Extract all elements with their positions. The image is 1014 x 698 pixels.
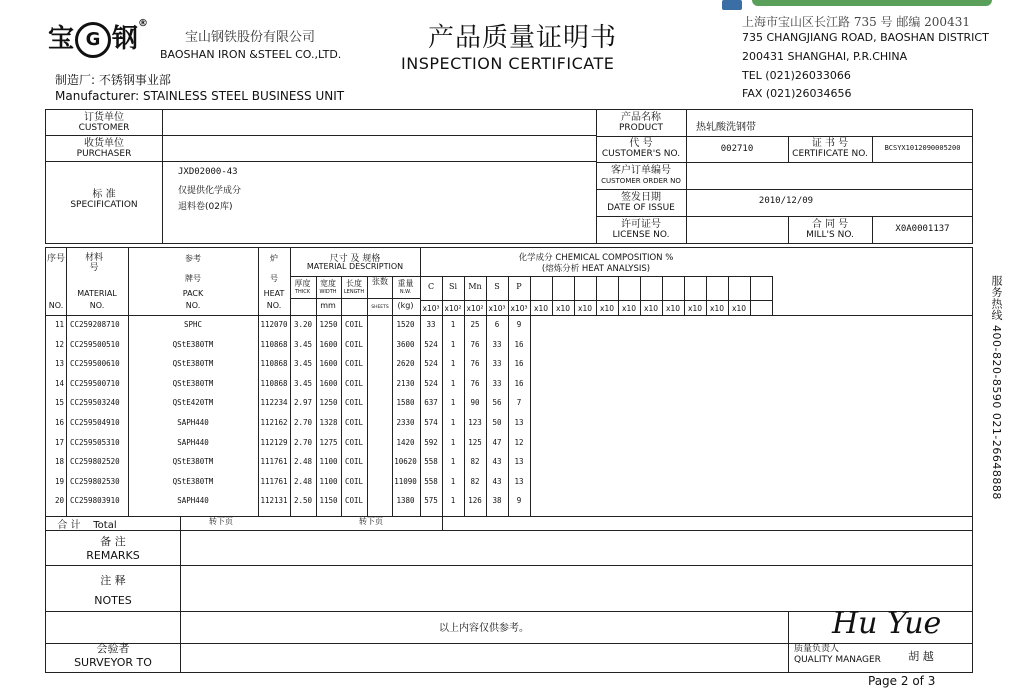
element-header: Si: [448, 282, 458, 291]
table-cell-c: 558: [424, 476, 438, 486]
table-cell-mat: CC259504910: [70, 418, 120, 427]
heat-header-cn-2: 号: [270, 274, 278, 283]
table-cell-s: 50: [492, 418, 502, 427]
heat-header-en-2: NO.: [266, 301, 282, 310]
table-cell-thick: 3.45: [293, 359, 313, 369]
customer-label: 订货单位 CUSTOMER: [78, 112, 130, 133]
table-cell-p: 12: [514, 437, 524, 447]
table-cell-thick: 2.48: [293, 457, 313, 467]
table-cell-mat: CC259802530: [70, 476, 120, 486]
multiplier-cell: x10: [578, 304, 592, 313]
address-en-1: 735 CHANGJIANG ROAD, BAOSHAN DISTRICT: [742, 31, 989, 44]
pack-header-cn-2: 牌号: [185, 274, 201, 283]
specification-label: 标 准 SPECIFICATION: [70, 189, 138, 210]
table-cell-no: 13: [54, 359, 64, 369]
telephone: TEL (021)26033066: [742, 69, 851, 82]
date-label: 签发日期 DATE OF ISSUE: [607, 192, 675, 213]
mill-no-label: 合 同 号 MILL'S NO.: [806, 219, 854, 240]
table-cell-pack: SAPH440: [177, 496, 209, 506]
company-name-cn: 宝山钢铁股份有限公司: [185, 30, 316, 45]
table-cell-no: 19: [54, 476, 64, 486]
table-cell-p: 16: [514, 378, 524, 388]
total-divider: [180, 516, 181, 530]
table-cell-weight: 1420: [396, 437, 415, 447]
footer-divider: [788, 611, 789, 672]
multiplier-cell: x10³: [488, 304, 506, 313]
table-cell-c: 574: [424, 418, 438, 427]
footer-divider: [180, 530, 181, 672]
total-divider: [442, 516, 443, 530]
table-cell-mn: 90: [470, 398, 480, 408]
row-divider: [46, 315, 972, 316]
table-cell-length: COIL: [344, 320, 364, 329]
table-cell-mn: 76: [470, 359, 480, 369]
table-cell-c: 524: [424, 339, 438, 349]
table-cell-no: 12: [54, 339, 64, 349]
table-cell-si: 1: [450, 378, 456, 388]
table-cell-pack: SAPH440: [177, 437, 209, 447]
desc-header-cn: 尺寸 及 规格: [329, 254, 381, 264]
table-cell-mn: 125: [468, 437, 482, 447]
material-header-cn: 材料号: [84, 253, 103, 273]
table-cell-mat: CC259500510: [70, 339, 120, 349]
table-cell-length: COIL: [344, 359, 364, 369]
page-indicator: Page 2 of 3: [868, 674, 936, 688]
customer-no-value: 002710: [720, 144, 754, 154]
baosteel-logo: 宝 G 钢®: [48, 18, 148, 58]
table-cell-c: 33: [426, 320, 436, 329]
table-cell-width: 1275: [319, 437, 338, 447]
table-cell-p: 13: [514, 418, 524, 427]
table-cell-length: COIL: [344, 476, 364, 486]
info-box: [45, 109, 973, 244]
pack-header-en-2: NO.: [185, 301, 201, 310]
table-cell-s: 56: [492, 398, 502, 408]
table-cell-width: 1328: [319, 418, 338, 427]
spec-note-1: 仅提供化学成分: [178, 186, 242, 196]
element-header: S: [494, 282, 500, 291]
multiplier-cell: x10: [600, 304, 614, 313]
product-label: 产品名称 PRODUCT: [618, 112, 664, 133]
desc-column-divider: [367, 276, 368, 516]
table-cell-thick: 3.45: [293, 339, 313, 349]
carry-forward-2: 转下页: [359, 517, 383, 526]
table-cell-thick: 2.70: [293, 437, 313, 447]
mm-unit: mm: [320, 301, 336, 310]
table-cell-pack: QStE380TM: [172, 476, 214, 486]
table-cell-p: 9: [516, 320, 522, 329]
chem-column-divider: [772, 276, 773, 316]
desc-header-en: MATERIAL DESCRIPTION: [306, 262, 404, 271]
chem-header-cn: 化学成分 CHEMICAL COMPOSITION %: [518, 253, 674, 263]
table-cell-weight: 10620: [394, 457, 417, 467]
table-cell-length: COIL: [344, 457, 364, 467]
table-cell-si: 1: [450, 496, 456, 506]
table-cell-weight: 2130: [396, 378, 415, 388]
row-divider: [420, 276, 772, 277]
spec-note-2: 退料卷(02库): [178, 202, 233, 212]
table-cell-heat: 111761: [260, 457, 288, 467]
signature: Hu Yue: [832, 606, 942, 641]
table-cell-si: 1: [450, 418, 456, 427]
carry-forward-1: 转下页: [209, 517, 233, 526]
fax: FAX (021)26034656: [742, 87, 852, 100]
table-cell-weight: 2330: [396, 418, 415, 427]
table-cell-weight: 2620: [396, 359, 415, 369]
table-cell-thick: 3.20: [293, 320, 313, 329]
pack-header-cn: 参考: [185, 254, 201, 263]
table-cell-s: 38: [492, 496, 502, 506]
table-cell-c: 524: [424, 378, 438, 388]
table-cell-no: 17: [54, 437, 64, 447]
purchaser-label: 收货单位 PURCHASER: [76, 138, 132, 159]
table-cell-no: 18: [54, 457, 64, 467]
table-cell-pack: QStE380TM: [172, 378, 214, 388]
customer-no-label: 代 号 CUSTOMER'S NO.: [601, 138, 681, 159]
table-cell-mn: 25: [470, 320, 480, 329]
multiplier-cell: x10: [732, 304, 746, 313]
quality-manager-name: 胡 越: [908, 650, 934, 663]
table-cell-heat: 110868: [260, 339, 288, 349]
row-divider: [290, 276, 420, 277]
multiplier-cell: x10: [688, 304, 702, 313]
table-cell-s: 33: [492, 378, 502, 388]
length-header: 长度 LENGTH: [343, 279, 365, 295]
table-cell-p: 16: [514, 339, 524, 349]
title-en: INSPECTION CERTIFICATE: [401, 54, 615, 73]
row-divider: [46, 530, 972, 531]
table-cell-pack: QStE380TM: [172, 457, 214, 467]
table-cell-length: COIL: [344, 437, 364, 447]
total-label: 合 计 Total: [57, 520, 117, 531]
width-header: 宽度 WIDTH: [319, 279, 337, 295]
table-cell-heat: 110868: [260, 359, 288, 369]
table-cell-heat: 111761: [260, 476, 288, 486]
table-cell-weight: 1520: [396, 320, 415, 329]
multiplier-cell: x10³: [510, 304, 528, 313]
multiplier-cell: x10²: [444, 304, 462, 313]
table-cell-length: COIL: [344, 378, 364, 388]
no-header-en: NO.: [48, 301, 64, 310]
multiplier-cell: x10: [644, 304, 658, 313]
company-name-en: BAOSHAN IRON &STEEL CO.,LTD.: [160, 48, 342, 61]
certificate-no-value: BCSYX1012090005200: [884, 144, 961, 152]
table-cell-thick: 2.97: [293, 398, 313, 408]
multiplier-cell: x10: [710, 304, 724, 313]
table-cell-width: 1250: [319, 398, 338, 408]
weight-unit: (kg): [397, 301, 414, 310]
date-value: 2010/12/09: [758, 196, 814, 206]
license-label: 许可证号 LICENSE NO.: [612, 219, 670, 240]
table-cell-p: 13: [514, 476, 524, 486]
element-header: C: [427, 282, 435, 291]
table-cell-weight: 1380: [396, 496, 415, 506]
table-cell-s: 47: [492, 437, 502, 447]
multiplier-cell: x10²: [466, 304, 484, 313]
table-cell-thick: 2.70: [293, 418, 313, 427]
table-cell-width: 1250: [319, 320, 338, 329]
table-cell-pack: SAPH440: [177, 418, 209, 427]
table-cell-mn: 82: [470, 476, 480, 486]
table-cell-weight: 3600: [396, 339, 415, 349]
table-cell-mn: 82: [470, 457, 480, 467]
table-cell-s: 43: [492, 476, 502, 486]
table-cell-p: 7: [516, 398, 522, 408]
service-hotline: 服务热线 400-820-8590 021-26648888: [990, 275, 1003, 500]
table-cell-pack: QStE380TM: [172, 359, 214, 369]
chem-column-divider: [750, 276, 751, 316]
table-cell-pack: SPHC: [183, 320, 203, 329]
table-cell-mat: CC259500610: [70, 359, 120, 369]
multiplier-cell: x10: [622, 304, 636, 313]
row-divider: [420, 300, 772, 301]
table-cell-s: 33: [492, 339, 502, 349]
table-cell-mn: 126: [468, 496, 482, 506]
table-cell-mat: CC259500710: [70, 378, 120, 388]
table-cell-width: 1600: [319, 359, 338, 369]
table-cell-si: 1: [450, 476, 456, 486]
table-cell-length: COIL: [344, 496, 364, 506]
table-cell-mat: CC259208710: [70, 320, 120, 329]
table-cell-c: 592: [424, 437, 438, 447]
table-cell-p: 13: [514, 457, 524, 467]
table-cell-si: 1: [450, 398, 456, 408]
manufacturer-cn: 制造厂: 不锈钢事业部: [55, 73, 171, 87]
heat-header-cn: 炉: [270, 254, 278, 263]
table-cell-width: 1100: [319, 476, 338, 486]
title-cn: 产品质量证明书: [428, 23, 618, 53]
table-cell-c: 575: [424, 496, 438, 506]
table-cell-s: 33: [492, 359, 502, 369]
table-cell-mat: CC259505310: [70, 437, 120, 447]
table-cell-c: 524: [424, 359, 438, 369]
order-no-label: 客户订单编号 CUSTOMER ORDER NO: [601, 165, 681, 185]
notes-label: 注 释 NOTES: [94, 574, 132, 607]
window-bar: [752, 0, 992, 6]
table-cell-si: 1: [450, 437, 456, 447]
table-cell-si: 1: [450, 339, 456, 349]
table-cell-no: 11: [54, 320, 64, 329]
table-cell-p: 9: [516, 496, 522, 506]
table-cell-mn: 123: [468, 418, 482, 427]
chem-header-sub: (熔炼分析 HEAT ANALYSIS): [541, 264, 651, 274]
reference-note: 以上内容仅供参考。: [439, 623, 529, 634]
material-header-en-2: NO.: [89, 301, 105, 310]
no-header: 序号: [46, 254, 65, 264]
multiplier-cell: x10: [534, 304, 548, 313]
table-cell-heat: 112131: [260, 496, 288, 506]
table-cell-length: COIL: [344, 398, 364, 408]
table-cell-heat: 112162: [260, 418, 288, 427]
spec-standard: JXD02000-43: [178, 167, 238, 177]
element-header: Mn: [468, 282, 482, 291]
table-cell-c: 558: [424, 457, 438, 467]
row-divider: [46, 516, 972, 517]
table-cell-mn: 76: [470, 378, 480, 388]
table-cell-heat: 112234: [260, 398, 288, 408]
table-cell-width: 1100: [319, 457, 338, 467]
table-cell-si: 1: [450, 457, 456, 467]
surveyor-label: 会验者 SURVEYOR TO: [74, 642, 152, 669]
element-header: P: [516, 282, 522, 291]
sheets-header-cn: 张数: [372, 277, 388, 286]
table-cell-no: 14: [54, 378, 64, 388]
table-cell-s: 6: [494, 320, 500, 329]
table-cell-c: 637: [424, 398, 438, 408]
thick-header: 厚度 THICK: [294, 279, 311, 295]
table-cell-mn: 76: [470, 339, 480, 349]
table-cell-heat: 110868: [260, 378, 288, 388]
table-cell-thick: 3.45: [293, 378, 313, 388]
manufacturer-en: Manufacturer: STAINLESS STEEL BUSINESS UNIT: [55, 89, 345, 103]
row-divider: [46, 565, 972, 566]
row-divider: [290, 298, 420, 299]
heat-header-en: HEAT: [263, 289, 285, 298]
table-cell-s: 43: [492, 457, 502, 467]
quality-manager-label: 质量负责人 QUALITY MANAGER: [794, 644, 881, 665]
table-cell-width: 1600: [319, 378, 338, 388]
multiplier-cell: x10: [666, 304, 680, 313]
multiplier-cell: x10³: [422, 304, 440, 313]
toolbar-icon: [722, 0, 742, 10]
table-cell-pack: QStE380TM: [172, 339, 214, 349]
table-cell-mat: CC259802520: [70, 457, 120, 467]
table-cell-weight: 1580: [396, 398, 415, 408]
address-cn: 上海市宝山区长江路 735 号 邮编 200431: [742, 15, 970, 29]
certificate-no-label: 证 书 号 CERTIFICATE NO.: [792, 138, 868, 159]
table-cell-mat: CC259803910: [70, 496, 120, 506]
table-cell-thick: 2.48: [293, 476, 313, 486]
table-cell-length: COIL: [344, 418, 364, 427]
table-cell-p: 16: [514, 359, 524, 369]
table-cell-si: 1: [450, 359, 456, 369]
table-cell-no: 16: [54, 418, 64, 427]
table-cell-mat: CC259503240: [70, 398, 120, 408]
table-cell-no: 15: [54, 398, 64, 408]
table-cell-heat: 112129: [260, 437, 288, 447]
remarks-label: 备 注 REMARKS: [86, 535, 140, 562]
table-cell-width: 1150: [319, 496, 338, 506]
address-en-2: 200431 SHANGHAI, P.R.CHINA: [742, 50, 908, 63]
sheets-header-en: SHEETS: [371, 305, 389, 310]
mill-no-value: X0A0001137: [895, 224, 950, 234]
table-cell-no: 20: [54, 496, 64, 506]
weight-header: 重量 N.W.: [397, 279, 414, 295]
table-cell-weight: 11090: [394, 476, 417, 486]
table-cell-thick: 2.50: [293, 496, 313, 506]
table-cell-si: 1: [450, 320, 456, 329]
product-value: 热轧酸洗钢带: [696, 122, 756, 133]
multiplier-cell: x10: [556, 304, 570, 313]
table-cell-pack: QStE420TM: [172, 398, 214, 408]
table-cell-heat: 112070: [260, 320, 288, 329]
table-cell-width: 1600: [319, 339, 338, 349]
material-header-en: MATERIAL: [77, 289, 117, 298]
table-cell-length: COIL: [344, 339, 364, 349]
pack-header-en: PACK: [182, 289, 204, 298]
